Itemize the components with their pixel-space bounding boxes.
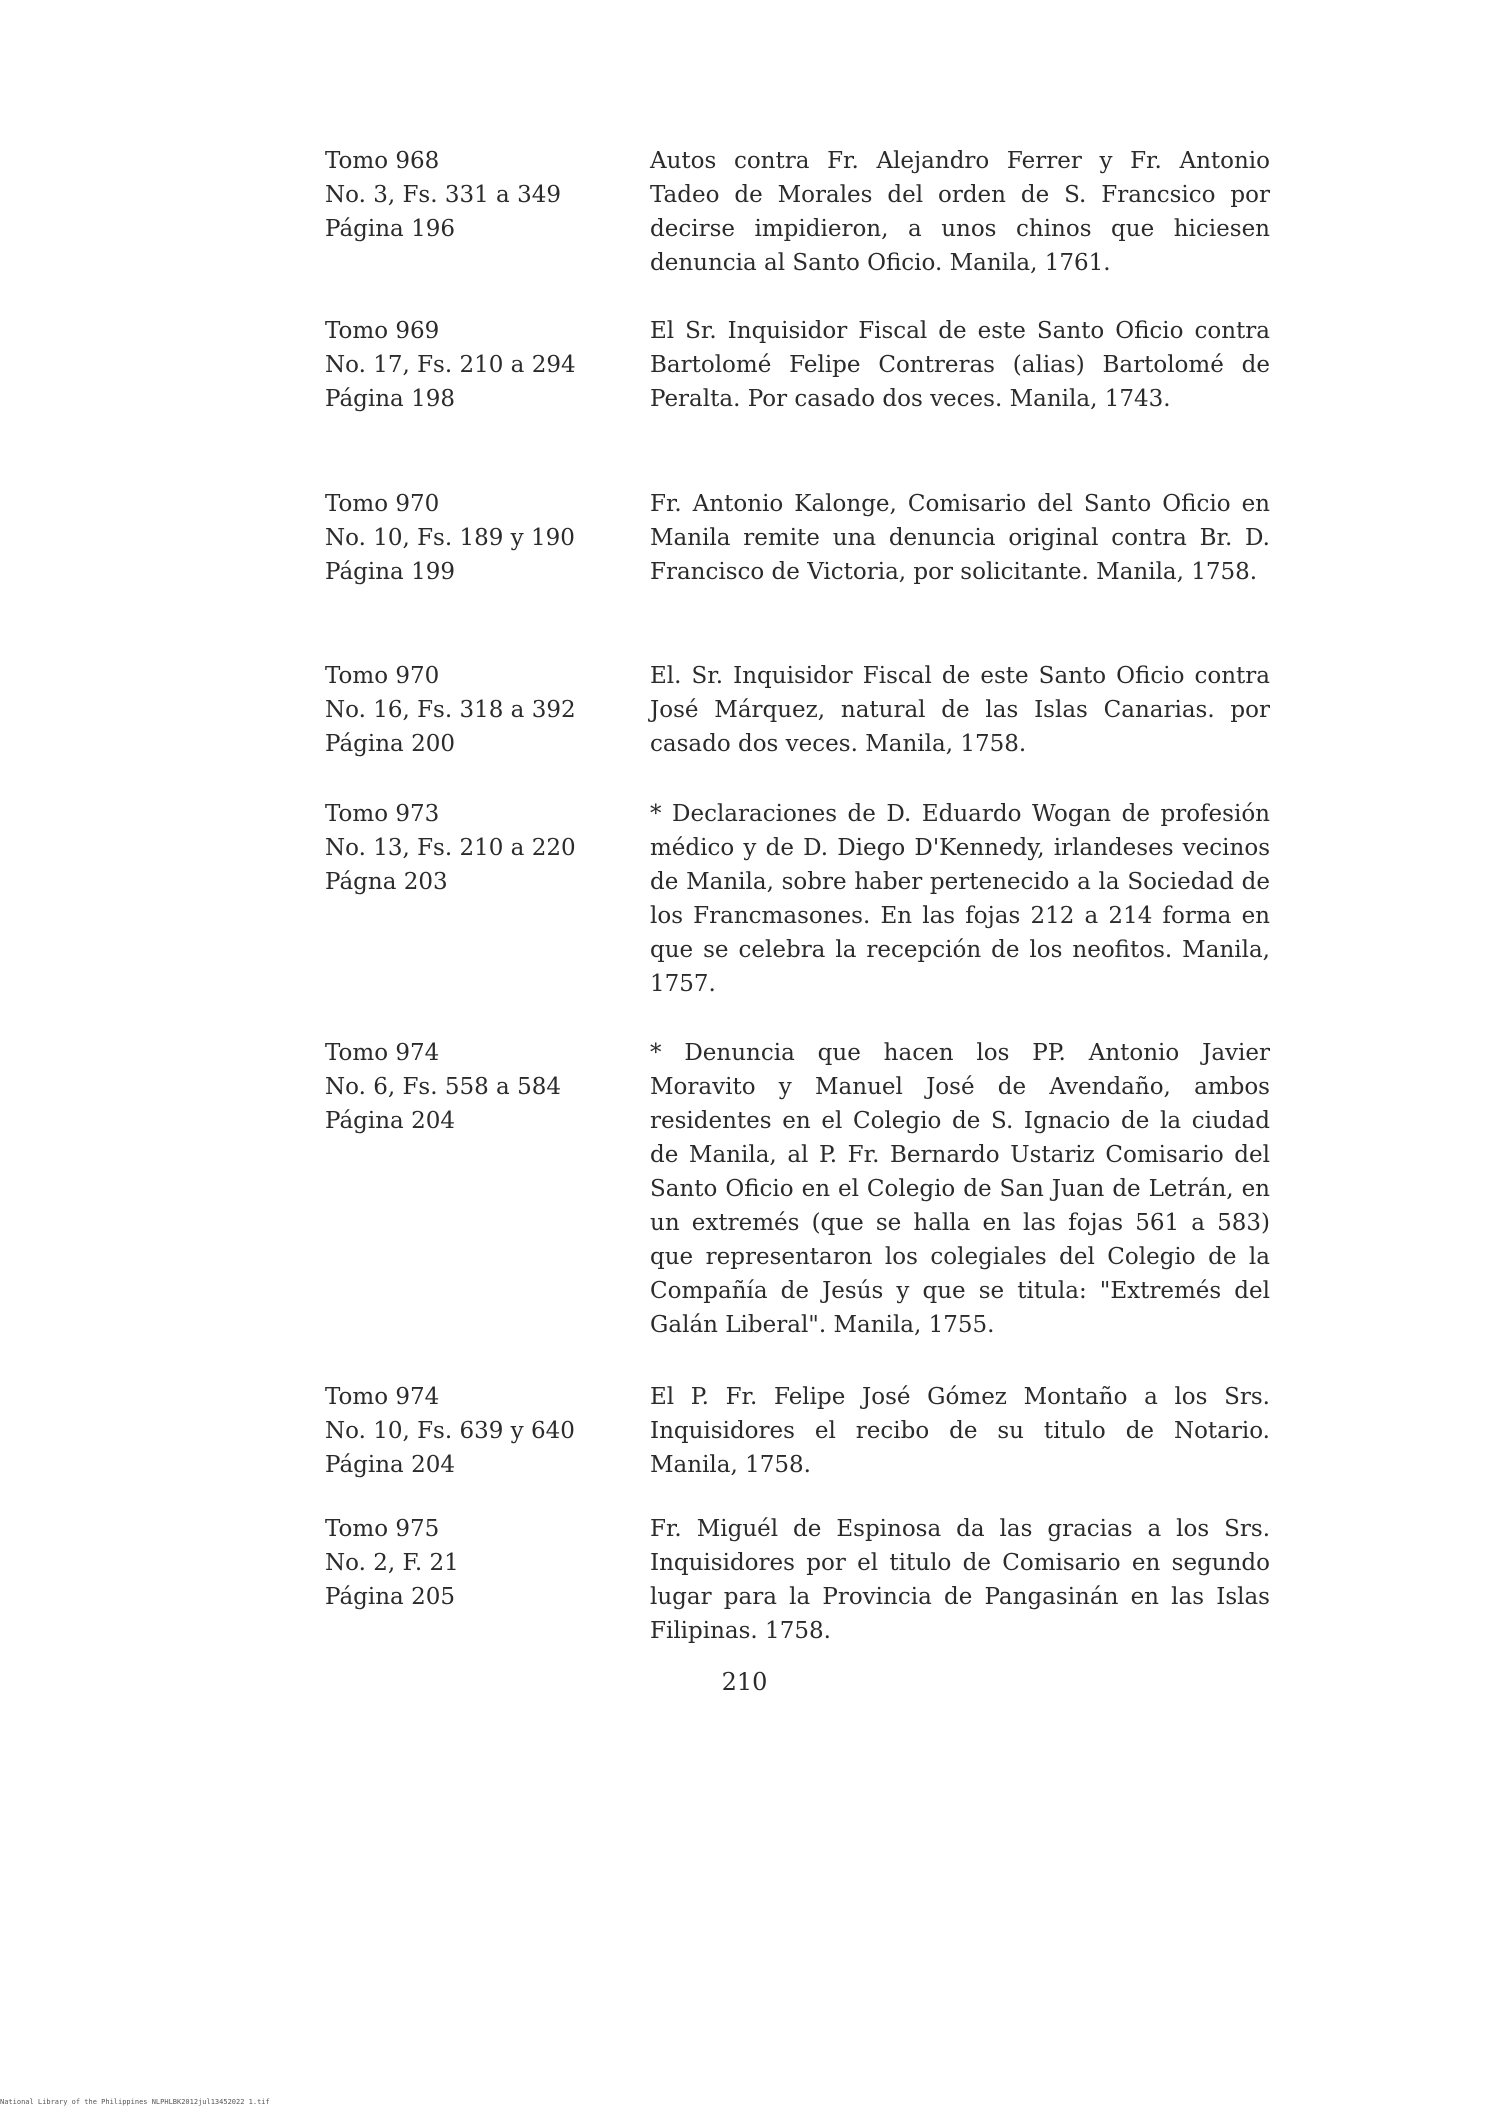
folio-label: No. 6, Fs. 558 a 584	[325, 1074, 561, 1100]
entry-reference	[325, 1380, 615, 1482]
entry-description: Fr. Miguél de Espinosa da las gracias a los Srs. Inquisidores por el titulo de Comisario en segundo lugar para la Provincia de Pangasinán en las Islas Filipinas. 1758.	[650, 1516, 1270, 1644]
entry-reference	[325, 487, 615, 589]
pagina-label: Página 196	[325, 216, 455, 242]
tomo-label: Tomo 975	[325, 1516, 440, 1542]
entry-description: * Declaraciones de D. Eduardo Wogan de profesión médico y de D. Diego D'Kennedy, irlandeses vecinos de Manila, sobre haber pertenecido a la Sociedad de los Francmasones. En las fojas 212 a 214 forma en que se celebra la recepción de los neofitos. Manila, 1757.	[650, 801, 1270, 997]
pagina-label: Página 205	[325, 1584, 455, 1610]
entry-description: Fr. Antonio Kalonge, Comisario del Santo Oficio en Manila remite una denuncia original contra Br. D. Francisco de Victoria, por solicitante. Manila, 1758.	[650, 491, 1270, 585]
tomo-label: Tomo 968	[325, 148, 440, 174]
pagina-label: Página 198	[325, 386, 455, 412]
pagina-label: Página 204	[325, 1108, 455, 1134]
folio-label: No. 10, Fs. 189 y 190	[325, 525, 575, 551]
folio-label: No. 17, Fs. 210 a 294	[325, 352, 576, 378]
entry-reference	[325, 144, 615, 246]
tomo-label: Tomo 970	[325, 663, 440, 689]
entry-reference	[325, 797, 615, 899]
scan-footer: National Library of the Philippines NLPHLBK2012jul13452022 1.tif	[0, 2098, 270, 2106]
entry-description: Autos contra Fr. Alejandro Ferrer y Fr. Antonio Tadeo de Morales del orden de S. Francsico por decirse impidieron, a unos chinos que hiciesen denuncia al Santo Oficio. Manila, 1761.	[650, 148, 1270, 276]
entry-description: El P. Fr. Felipe José Gómez Montaño a los Srs. Inquisidores el recibo de su titulo de Notario. Manila, 1758.	[650, 1384, 1270, 1478]
folio-label: No. 13, Fs. 210 a 220	[325, 835, 576, 861]
pagina-label: Página 199	[325, 559, 455, 585]
tomo-label: Tomo 974	[325, 1040, 440, 1066]
folio-label: No. 3, Fs. 331 a 349	[325, 182, 561, 208]
pagina-label: Página 200	[325, 731, 455, 757]
folio-label: No. 10, Fs. 639 y 640	[325, 1418, 575, 1444]
pagina-label: Págna 203	[325, 869, 448, 895]
entry-reference	[325, 659, 615, 761]
entry-reference	[325, 314, 615, 416]
entry-reference	[325, 1512, 615, 1614]
folio-label: No. 2, F. 21	[325, 1550, 459, 1576]
pagina-label: Página 204	[325, 1452, 455, 1478]
entry-reference	[325, 1036, 615, 1138]
entry-description: El. Sr. Inquisidor Fiscal de este Santo Oficio contra José Márquez, natural de las Islas Canarias. por casado dos veces. Manila, 1758.	[650, 663, 1270, 757]
tomo-label: Tomo 973	[325, 801, 440, 827]
entry-description: * Denuncia que hacen los PP. Antonio Javier Moravito y Manuel José de Avendaño, ambos residentes en el Colegio de S. Ignacio de la ciudad de Manila, al P. Fr. Bernardo Ustariz Comisario del Santo Oficio en el Colegio de San Juan de Letrán, en un extremés (que se halla en las fojas 561 a 583) que representaron los colegiales del Colegio de la Compañía de Jesús y que se titula: "Extremés del Galán Liberal". Manila, 1755.	[650, 1040, 1270, 1338]
folio-label: No. 16, Fs. 318 a 392	[325, 697, 576, 723]
entry-description: El Sr. Inquisidor Fiscal de este Santo Oficio contra Bartolomé Felipe Contreras (alias) Bartolomé de Peralta. Por casado dos veces. Manila, 1743.	[650, 318, 1270, 412]
tomo-label: Tomo 970	[325, 491, 440, 517]
tomo-label: Tomo 969	[325, 318, 440, 344]
tomo-label: Tomo 974	[325, 1384, 440, 1410]
page-number: 210	[721, 1668, 768, 1696]
